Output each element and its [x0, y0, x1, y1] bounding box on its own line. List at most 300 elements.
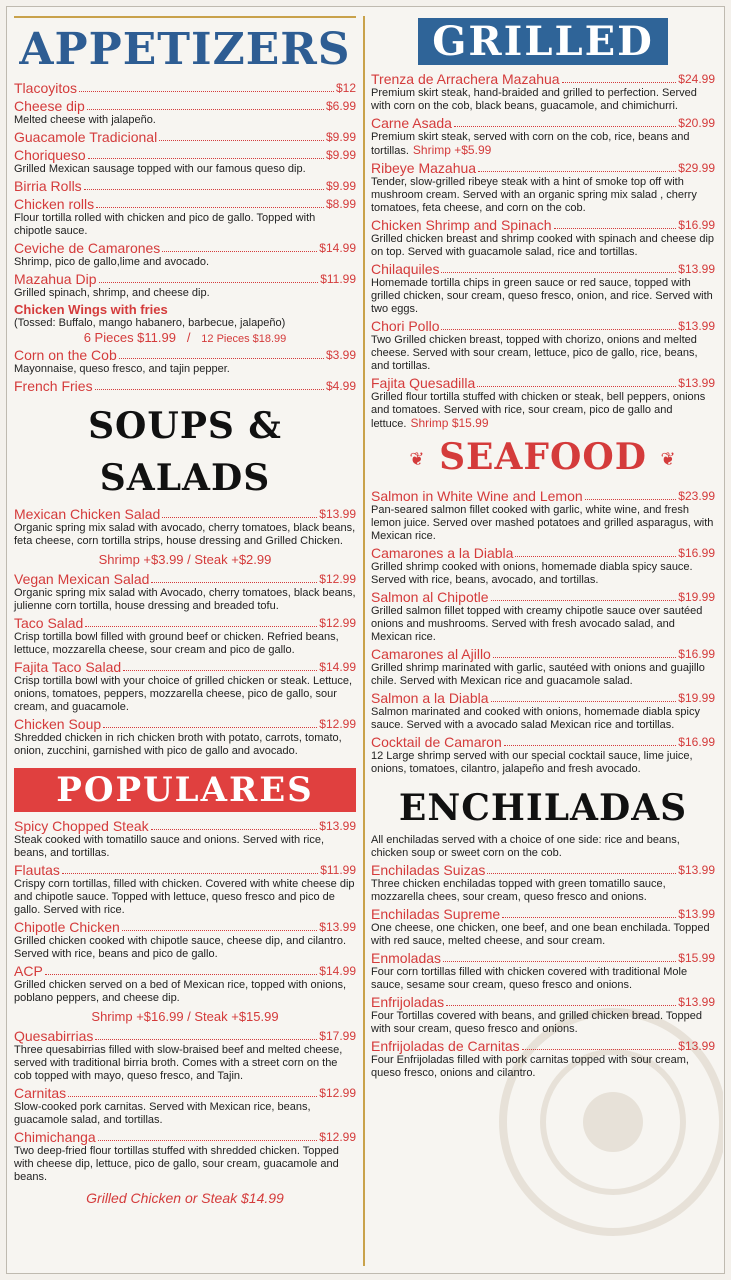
menu-item-name: Choriqueso — [14, 147, 86, 163]
appetizers-list — [14, 80, 356, 300]
menu-item-description — [371, 277, 715, 316]
menu-item-name: ACP — [14, 963, 43, 979]
seafood-header — [371, 431, 715, 486]
menu-item-description — [371, 1054, 715, 1080]
menu-item-name: Cheese dip — [14, 98, 85, 114]
dot-leader — [68, 1096, 317, 1097]
menu-item-description-text: Shrimp, pico de gallo,lime and avocado. — [14, 256, 210, 268]
menu-item-price: $23.99 — [678, 489, 715, 503]
dot-leader — [446, 1005, 676, 1006]
menu-item-price: $17.99 — [319, 1029, 356, 1043]
menu-item-line — [14, 178, 356, 194]
menu-item-price: $20.99 — [678, 116, 715, 130]
menu-item-description — [371, 966, 715, 992]
menu-item-line — [14, 196, 356, 212]
menu-item-name: Cocktail de Camaron — [371, 734, 502, 750]
menu-item-name: Enfrijoladas de Carnitas — [371, 1038, 520, 1054]
menu-item-price: $12.99 — [319, 616, 356, 630]
menu-item-price: $12 — [335, 81, 356, 95]
menu-item-description-text: One cheese, one chicken, one beef, and one bean enchilada. Topped with red sauce, melted cheese, and sour cream. — [371, 922, 710, 947]
menu-item-line — [371, 115, 715, 131]
menu-item-name: Corn on the Cob — [14, 347, 117, 363]
menu-item-description-text: Slow-cooked pork carnitas. Served with Mexican rice, beans, guacamole salad, and tortillas. — [14, 1101, 311, 1126]
populares-addon: Shrimp +$16.99 / Steak +$15.99 — [91, 1009, 279, 1024]
menu-item-price: $13.99 — [678, 319, 715, 333]
seafood-list — [371, 488, 715, 776]
menu-item-description — [14, 1101, 356, 1127]
dot-leader — [443, 961, 676, 962]
dot-leader — [88, 158, 324, 159]
menu-item-line — [371, 160, 715, 176]
menu-item-line — [14, 818, 356, 834]
menu-item-description — [371, 750, 715, 776]
dot-leader — [477, 386, 676, 387]
menu-item-price: $13.99 — [678, 376, 715, 390]
dot-leader — [87, 109, 324, 110]
menu-item-name: Camarones a la Diabla — [371, 545, 514, 561]
menu-item-description — [14, 979, 356, 1005]
dot-leader — [99, 282, 319, 283]
dot-leader — [441, 329, 676, 330]
menu-item-price: $9.99 — [325, 179, 356, 193]
menu-item — [14, 196, 356, 238]
dot-leader — [151, 829, 318, 830]
menu-item — [14, 963, 356, 1005]
menu-item — [14, 615, 356, 657]
menu-item-description-text: Flour tortilla rolled with chicken and pico de gallo. Topped with chipotle sauce. — [14, 212, 316, 237]
menu-item — [14, 129, 356, 145]
menu-item — [14, 98, 356, 127]
soups-list — [14, 506, 356, 758]
menu-item-description-text: Three quesabirrias filled with slow-braised beef and melted cheese, served with traditional birria broth. Comes with a street corn on the cob topped with mayo, queso fresco, and Tajin. — [14, 1044, 343, 1082]
menu-item — [14, 1028, 356, 1083]
dot-leader — [95, 389, 324, 390]
menu-item-name: Camarones al Ajillo — [371, 646, 491, 662]
menu-item-line — [14, 1028, 356, 1044]
dot-leader — [487, 873, 676, 874]
menu-item-description-text: Mayonnaise, queso fresco, and tajin pepper. — [14, 363, 230, 375]
menu-item-description-text: Grilled salmon fillet topped with creamy chipotle sauce over sautéed onions and mushrooms. Served with fresh avocado salad, and Mexican rice. — [371, 605, 703, 643]
populares-header: POPULARES — [14, 768, 356, 812]
menu-item-price: $12.99 — [319, 717, 356, 731]
grilled-header: GRILLED — [418, 18, 668, 65]
menu-item-name: Chilaquiles — [371, 261, 440, 277]
menu-item-price: $16.99 — [678, 546, 715, 560]
menu-item-name: Chimichanga — [14, 1129, 96, 1145]
menu-item-price: $19.99 — [678, 691, 715, 705]
menu-item-line — [14, 1085, 356, 1101]
menu-item-name: Vegan Mexican Salad — [14, 571, 150, 587]
menu-item-line — [14, 147, 356, 163]
populares-list-2 — [14, 1028, 356, 1184]
wings-title: Chicken Wings with fries — [14, 302, 168, 317]
dot-leader — [491, 701, 677, 702]
menu-item-price: $13.99 — [319, 507, 356, 521]
menu-item-description-text: Homemade tortilla chips in green sauce or red sauce, topped with grilled chicken, sour cream, queso fresco, onion, and rice. Served with two eggs. — [371, 277, 713, 315]
menu-item-name: Fajita Taco Salad — [14, 659, 122, 675]
menu-item-description — [371, 561, 715, 587]
dot-leader — [96, 207, 324, 208]
menu-item-name: Guacamole Tradicional — [14, 129, 158, 145]
menu-item-line — [14, 615, 356, 631]
wings-prices: 6 Pieces $11.99 / 12 Pieces $18.99 — [83, 330, 287, 345]
menu-item-line — [371, 71, 715, 87]
menu-item-line — [14, 271, 356, 287]
menu-item-line — [371, 1038, 715, 1054]
menu-item-description-text: Organic spring mix salad with avocado, cherry tomatoes, black beans, feta cheese, corn tortilla strips, house dressing and Grilled Chicken. — [14, 522, 356, 547]
menu-item-line — [371, 906, 715, 922]
menu-item — [14, 1129, 356, 1184]
menu-item-description-text: Crispy corn tortillas, filled with chicken. Covered with white cheese dip and chipotle sauce. Topped with lettuce, queso fresco and pico de gallo. Served with rice. — [14, 878, 355, 916]
menu-item-name: Quesabirrias — [14, 1028, 94, 1044]
menu-item-description — [14, 363, 356, 376]
menu-item — [14, 240, 356, 269]
menu-item — [371, 115, 715, 158]
dot-leader — [85, 626, 317, 627]
menu-item-line — [14, 129, 356, 145]
menu-item-description-text: Grilled chicken breast and shrimp cooked with spinach and cheese dip on top. Served with guacamole salad, rice and tortillas. — [371, 233, 715, 258]
dot-leader — [502, 917, 676, 918]
menu-item-name: Salmon in White Wine and Lemon — [371, 488, 583, 504]
soups-header: SOUPS & SALADS — [88, 405, 282, 499]
menu-item-line — [14, 659, 356, 675]
menu-item — [371, 318, 715, 373]
dot-leader — [162, 517, 317, 518]
menu-item-price: $6.99 — [325, 99, 356, 113]
menu-item-name: Salmon a la Diabla — [371, 690, 489, 706]
addon-prices: Shrimp +$3.99 / Steak +$2.99 — [98, 552, 272, 567]
menu-item-price: $11.99 — [320, 272, 356, 286]
menu-item-line — [14, 963, 356, 979]
dot-leader — [554, 228, 677, 229]
menu-item-name: Taco Salad — [14, 615, 84, 631]
menu-item-name: French Fries — [14, 378, 93, 394]
menu-item-price: $13.99 — [319, 819, 356, 833]
menu-item — [14, 818, 356, 860]
menu-item-line — [14, 571, 356, 587]
menu-item-line — [371, 862, 715, 878]
menu-item-description — [14, 212, 356, 238]
menu-item-line — [371, 261, 715, 277]
flourish-left-icon: ❦ — [409, 449, 426, 470]
menu-item — [14, 919, 356, 961]
menu-item-price: $8.99 — [325, 197, 356, 211]
menu-item-extra: Shrimp +$5.99 — [412, 143, 492, 157]
wings-twelve: 12 Pieces $18.99 — [201, 333, 287, 345]
dot-leader — [151, 582, 317, 583]
dot-leader — [159, 140, 324, 141]
menu-item-name: Enfrijoladas — [371, 994, 445, 1010]
menu-item — [14, 271, 356, 300]
menu-item — [14, 716, 356, 758]
menu-item — [14, 659, 356, 714]
enchiladas-note: All enchiladas served with a choice of one side: rice and beans, chicken soup or sweet corn on the cob. — [371, 834, 680, 859]
menu-item-line — [371, 646, 715, 662]
dot-leader — [504, 745, 677, 746]
menu-item-line — [371, 545, 715, 561]
menu-item-line — [14, 98, 356, 114]
menu-item-description-text: Grilled Mexican sausage topped with our famous queso dip. — [14, 163, 306, 175]
menu-item — [371, 545, 715, 587]
dot-leader — [515, 556, 676, 557]
menu-item-price: $13.99 — [678, 995, 715, 1009]
menu-item-name: Enchiladas Supreme — [371, 906, 501, 922]
menu-item-name: Ceviche de Camarones — [14, 240, 161, 256]
menu-item-description — [371, 233, 715, 259]
menu-item — [371, 488, 715, 543]
menu-item-description-text: Grilled shrimp marinated with garlic, sautéed with onions and guajillo chile. Served with Mexican rice and guacamole salad. — [371, 662, 705, 687]
menu-item-name: Carne Asada — [371, 115, 452, 131]
menu-item-description: Organic spring mix salad with Avocado, cherry tomatoes, black beans, julienne corn tortilla, house dressing and breaded tofu. — [14, 587, 356, 612]
menu-item-price: $14.99 — [319, 241, 356, 255]
menu-item-description — [371, 131, 715, 158]
menu-item-description — [14, 522, 356, 548]
menu-item — [14, 378, 356, 394]
menu-item-description — [14, 163, 356, 176]
menu-item-line — [371, 318, 715, 334]
menu-item-description-text: Grilled chicken served on a bed of Mexican rice, topped with onions, poblano peppers, and cheese dip. — [14, 979, 347, 1004]
dot-leader — [585, 499, 677, 500]
menu-item-line — [14, 80, 356, 96]
menu-item-name: Chori Pollo — [371, 318, 440, 334]
menu-item — [371, 646, 715, 688]
menu-item-line — [14, 716, 356, 732]
menu-item-name: Carnitas — [14, 1085, 67, 1101]
menu-item-description — [371, 922, 715, 948]
right-column — [371, 10, 715, 1080]
menu-item-description-text: Four Tortillas covered with beans, and grilled chicken bread. Topped with sour cream, queso fresco and onions. — [371, 1010, 703, 1035]
menu-item-description — [371, 1010, 715, 1036]
menu-item-extra: Shrimp $15.99 — [410, 416, 489, 430]
appetizers-header: APPETIZERS — [19, 24, 351, 75]
menu-item — [371, 994, 715, 1036]
menu-item-line — [14, 240, 356, 256]
grilled-list — [371, 71, 715, 431]
menu-item-line — [14, 347, 356, 363]
menu-item-price: $12.99 — [319, 572, 356, 586]
menu-item-price: $13.99 — [678, 863, 715, 877]
menu-item — [14, 347, 356, 376]
dot-leader — [45, 974, 318, 975]
menu-item — [14, 1085, 356, 1127]
menu-item-name: Mazahua Dip — [14, 271, 97, 287]
menu-item-description — [371, 334, 715, 373]
menu-item-price: $15.99 — [678, 951, 715, 965]
menu-item-name: Spicy Chopped Steak — [14, 818, 149, 834]
menu-item-line — [371, 217, 715, 233]
menu-item — [14, 862, 356, 917]
menu-item-price: $13.99 — [319, 920, 356, 934]
menu-item-line — [14, 506, 356, 522]
menu-item — [371, 950, 715, 992]
dot-leader — [491, 600, 677, 601]
dot-leader — [162, 251, 317, 252]
menu-item — [14, 571, 356, 613]
menu-item-price: $12.99 — [319, 1086, 356, 1100]
menu-item-line — [371, 734, 715, 750]
menu-item-description — [371, 605, 715, 644]
enchiladas-header: ENCHILADAS — [398, 787, 688, 829]
menu-item-price: $9.99 — [325, 130, 356, 144]
menu-item-description-text: Grilled shrimp cooked with onions, homemade diabla spicy sauce. Served with rice, beans, avocado, and tortillas. — [371, 561, 693, 586]
menu-item-name: Salmon al Chipotle — [371, 589, 489, 605]
menu-item-description: Crisp tortilla bowl filled with ground beef or chicken. Refried beans, lettuce, mozzarella cheese, sour cream and pico de gallo. — [14, 631, 339, 656]
menu-item — [14, 506, 356, 548]
menu-item-description-text: Premium skirt steak, served with corn on the cob, rice, beans and tortillas. — [371, 131, 690, 157]
menu-item-price: $29.99 — [678, 161, 715, 175]
dot-leader — [79, 91, 334, 92]
menu-item — [371, 1038, 715, 1080]
menu-item-description — [14, 256, 356, 269]
menu-item — [371, 375, 715, 431]
menu-item — [14, 178, 356, 194]
menu-item — [371, 862, 715, 904]
menu-item-price: $13.99 — [678, 907, 715, 921]
menu-item-name: Enmoladas — [371, 950, 442, 966]
menu-item-description — [371, 662, 715, 688]
menu-item-name: Chicken Soup — [14, 716, 102, 732]
menu-item-line — [371, 994, 715, 1010]
menu-item-description-text: Salmon marinated and cooked with onions, homemade diabla spicy sauce. Served with a avocado salad Mexican rice and tortillas. — [371, 706, 700, 731]
menu-item-description — [14, 935, 356, 961]
dot-leader — [441, 272, 676, 273]
dot-leader — [493, 657, 676, 658]
menu-item-price: $14.99 — [319, 660, 356, 674]
menu-item-name: Fajita Quesadilla — [371, 375, 476, 391]
menu-item-description — [371, 176, 715, 215]
menu-item-line — [371, 690, 715, 706]
menu-item-line — [14, 919, 356, 935]
menu-item-description — [14, 114, 356, 127]
menu-item-line — [14, 862, 356, 878]
menu-item-description-text: Melted cheese with jalapeño. — [14, 114, 156, 126]
menu-item-description — [371, 878, 715, 904]
menu-item — [14, 147, 356, 176]
menu-item-name: Chicken Shrimp and Spinach — [371, 217, 552, 233]
wings-six: 6 Pieces $11.99 — [83, 330, 176, 345]
dot-leader — [62, 873, 318, 874]
wings-note: (Tossed: Buffalo, mango habanero, barbecue, jalapeño) — [14, 317, 286, 329]
menu-item — [371, 906, 715, 948]
flourish-right-icon: ❦ — [660, 449, 677, 470]
wings-section — [14, 302, 356, 345]
menu-item-line — [14, 378, 356, 394]
menu-item — [371, 734, 715, 776]
menu-item-line — [371, 589, 715, 605]
menu-item — [371, 71, 715, 113]
menu-item-description — [371, 87, 715, 113]
menu-item — [371, 261, 715, 316]
menu-item-price: $16.99 — [678, 735, 715, 749]
menu-item-line — [371, 950, 715, 966]
menu-item-name: Trenza de Arrachera Mazahua — [371, 71, 560, 87]
menu-item-price: $3.99 — [325, 348, 356, 362]
menu-item-name: Mexican Chicken Salad — [14, 506, 161, 522]
menu-item — [14, 80, 356, 96]
dot-leader — [522, 1049, 677, 1050]
menu-item-description-text: Three chicken enchiladas topped with green tomatillo sauce, mozzarella chees, sour cream, queso fresco and onions. — [371, 878, 666, 903]
menu-item-description-text: Four Enfrijoladas filled with pork carnitas topped with sour cream, queso fresco, onions and cilantro. — [371, 1054, 689, 1079]
menu-item-description-text: Tender, slow-grilled ribeye steak with a hint of smoke top off with mushroom cream. Served with an organic spring mix salad , cherry tomatoes, feta cheese, and corn on the cob. — [371, 176, 697, 214]
populares-list — [14, 818, 356, 1005]
menu-item-name: Tlacoyitos — [14, 80, 78, 96]
appetizers-list-2 — [14, 347, 356, 394]
menu-item-description: Crisp tortilla bowl with your choice of grilled chicken or steak. Lettuce, onions, tomatoes, peppers, mozzarella cheese, pico de gallo, sour cream, and guacamole. — [14, 675, 353, 713]
menu-item-description — [14, 834, 356, 860]
dot-leader — [122, 930, 317, 931]
menu-item-description — [14, 1145, 356, 1184]
menu-item-description — [371, 391, 715, 431]
menu-item — [371, 217, 715, 259]
menu-item — [371, 690, 715, 732]
menu-item-description — [14, 878, 356, 917]
menu-item-line — [371, 375, 715, 391]
menu-item-price: $9.99 — [325, 148, 356, 162]
dot-leader — [454, 126, 676, 127]
menu-item-price: $13.99 — [678, 262, 715, 276]
menu-item-name: Flautas — [14, 862, 60, 878]
menu-item-description-text: Grilled spinach, shrimp, and cheese dip. — [14, 287, 210, 299]
menu-item-price: $12.99 — [319, 1130, 356, 1144]
menu-item-price: $14.99 — [319, 964, 356, 978]
menu-item-price: $16.99 — [678, 218, 715, 232]
menu-item-line — [371, 488, 715, 504]
menu-item-description-text: Two deep-fried flour tortillas stuffed with shredded chicken. Topped with cheese dip, lettuce, pico de gallo, sour cream, guacamole and beans. — [14, 1145, 339, 1183]
menu-item-description — [371, 504, 715, 543]
column-divider — [363, 16, 365, 1266]
dot-leader — [95, 1039, 317, 1040]
menu-item-price: $4.99 — [325, 379, 356, 393]
menu-item-description — [14, 287, 356, 300]
menu-item-name: Enchiladas Suizas — [371, 862, 486, 878]
enchiladas-list — [371, 862, 715, 1080]
menu-item-description-text: Pan-seared salmon fillet cooked with garlic, white wine, and fresh lemon juice. Served over mashed potatoes and grilled asparagus, with Mexican rice. — [371, 504, 714, 542]
menu-item-price: $11.99 — [320, 863, 356, 877]
menu-item-name: Birria Rolls — [14, 178, 82, 194]
menu-item-description: Shredded chicken in rich chicken broth with potato, carrots, tomato, onion, zucchini, garnished with pico de gallo and avocado. — [14, 732, 342, 757]
dot-leader — [98, 1140, 318, 1141]
menu-item-description — [371, 706, 715, 732]
menu-item-line — [14, 1129, 356, 1145]
menu-item-name: Chicken rolls — [14, 196, 95, 212]
seafood-title: SEAFOOD — [439, 436, 647, 478]
dot-leader — [103, 727, 317, 728]
dot-leader — [119, 358, 324, 359]
menu-item-description-text: Four corn tortillas filled with chicken covered with traditional Mole sauce, sesame sour cream, queso fresco and onions. — [371, 966, 688, 991]
menu-item-name: Ribeye Mazahua — [371, 160, 477, 176]
dot-leader — [123, 670, 317, 671]
left-column — [14, 10, 356, 1206]
menu-item-price: $16.99 — [678, 647, 715, 661]
menu-item-price: $19.99 — [678, 590, 715, 604]
menu-item-description-text: 12 Large shrimp served with our special cocktail sauce, lime juice, onions, tomatoes, cilantro, jalapeño and fresh avocado. — [371, 750, 693, 775]
menu-item-description-text: Steak cooked with tomatillo sauce and onions. Served with rice, beans, and tortillas. — [14, 834, 324, 859]
menu-item-description-text: Grilled flour tortilla stuffed with chicken or steak, bell peppers, onions and tomatoes. Served with rice, sour cream, pico de gallo and lettuce. — [371, 391, 706, 430]
menu-item-price: $24.99 — [678, 72, 715, 86]
menu-item-description-text: Two Grilled chicken breast, topped with chorizo, onions and melted cheese. Served with sour cream, lettuce, pico de gallo, rice, beans, and tortillas. — [371, 334, 698, 372]
menu-item — [371, 160, 715, 215]
menu-item-price: $13.99 — [678, 1039, 715, 1053]
dot-leader — [84, 189, 324, 190]
menu-item-name: Chipotle Chicken — [14, 919, 120, 935]
menu-item — [371, 589, 715, 644]
dot-leader — [562, 82, 677, 83]
dot-leader — [478, 171, 676, 172]
menu-item-description — [14, 1044, 356, 1083]
top-gold-line — [14, 16, 356, 18]
populares-footer: Grilled Chicken or Steak $14.99 — [86, 1190, 284, 1206]
menu-item-description-text: Grilled chicken cooked with chipotle sauce, cheese dip, and cilantro. Served with rice, beans and pico de gallo. — [14, 935, 347, 960]
